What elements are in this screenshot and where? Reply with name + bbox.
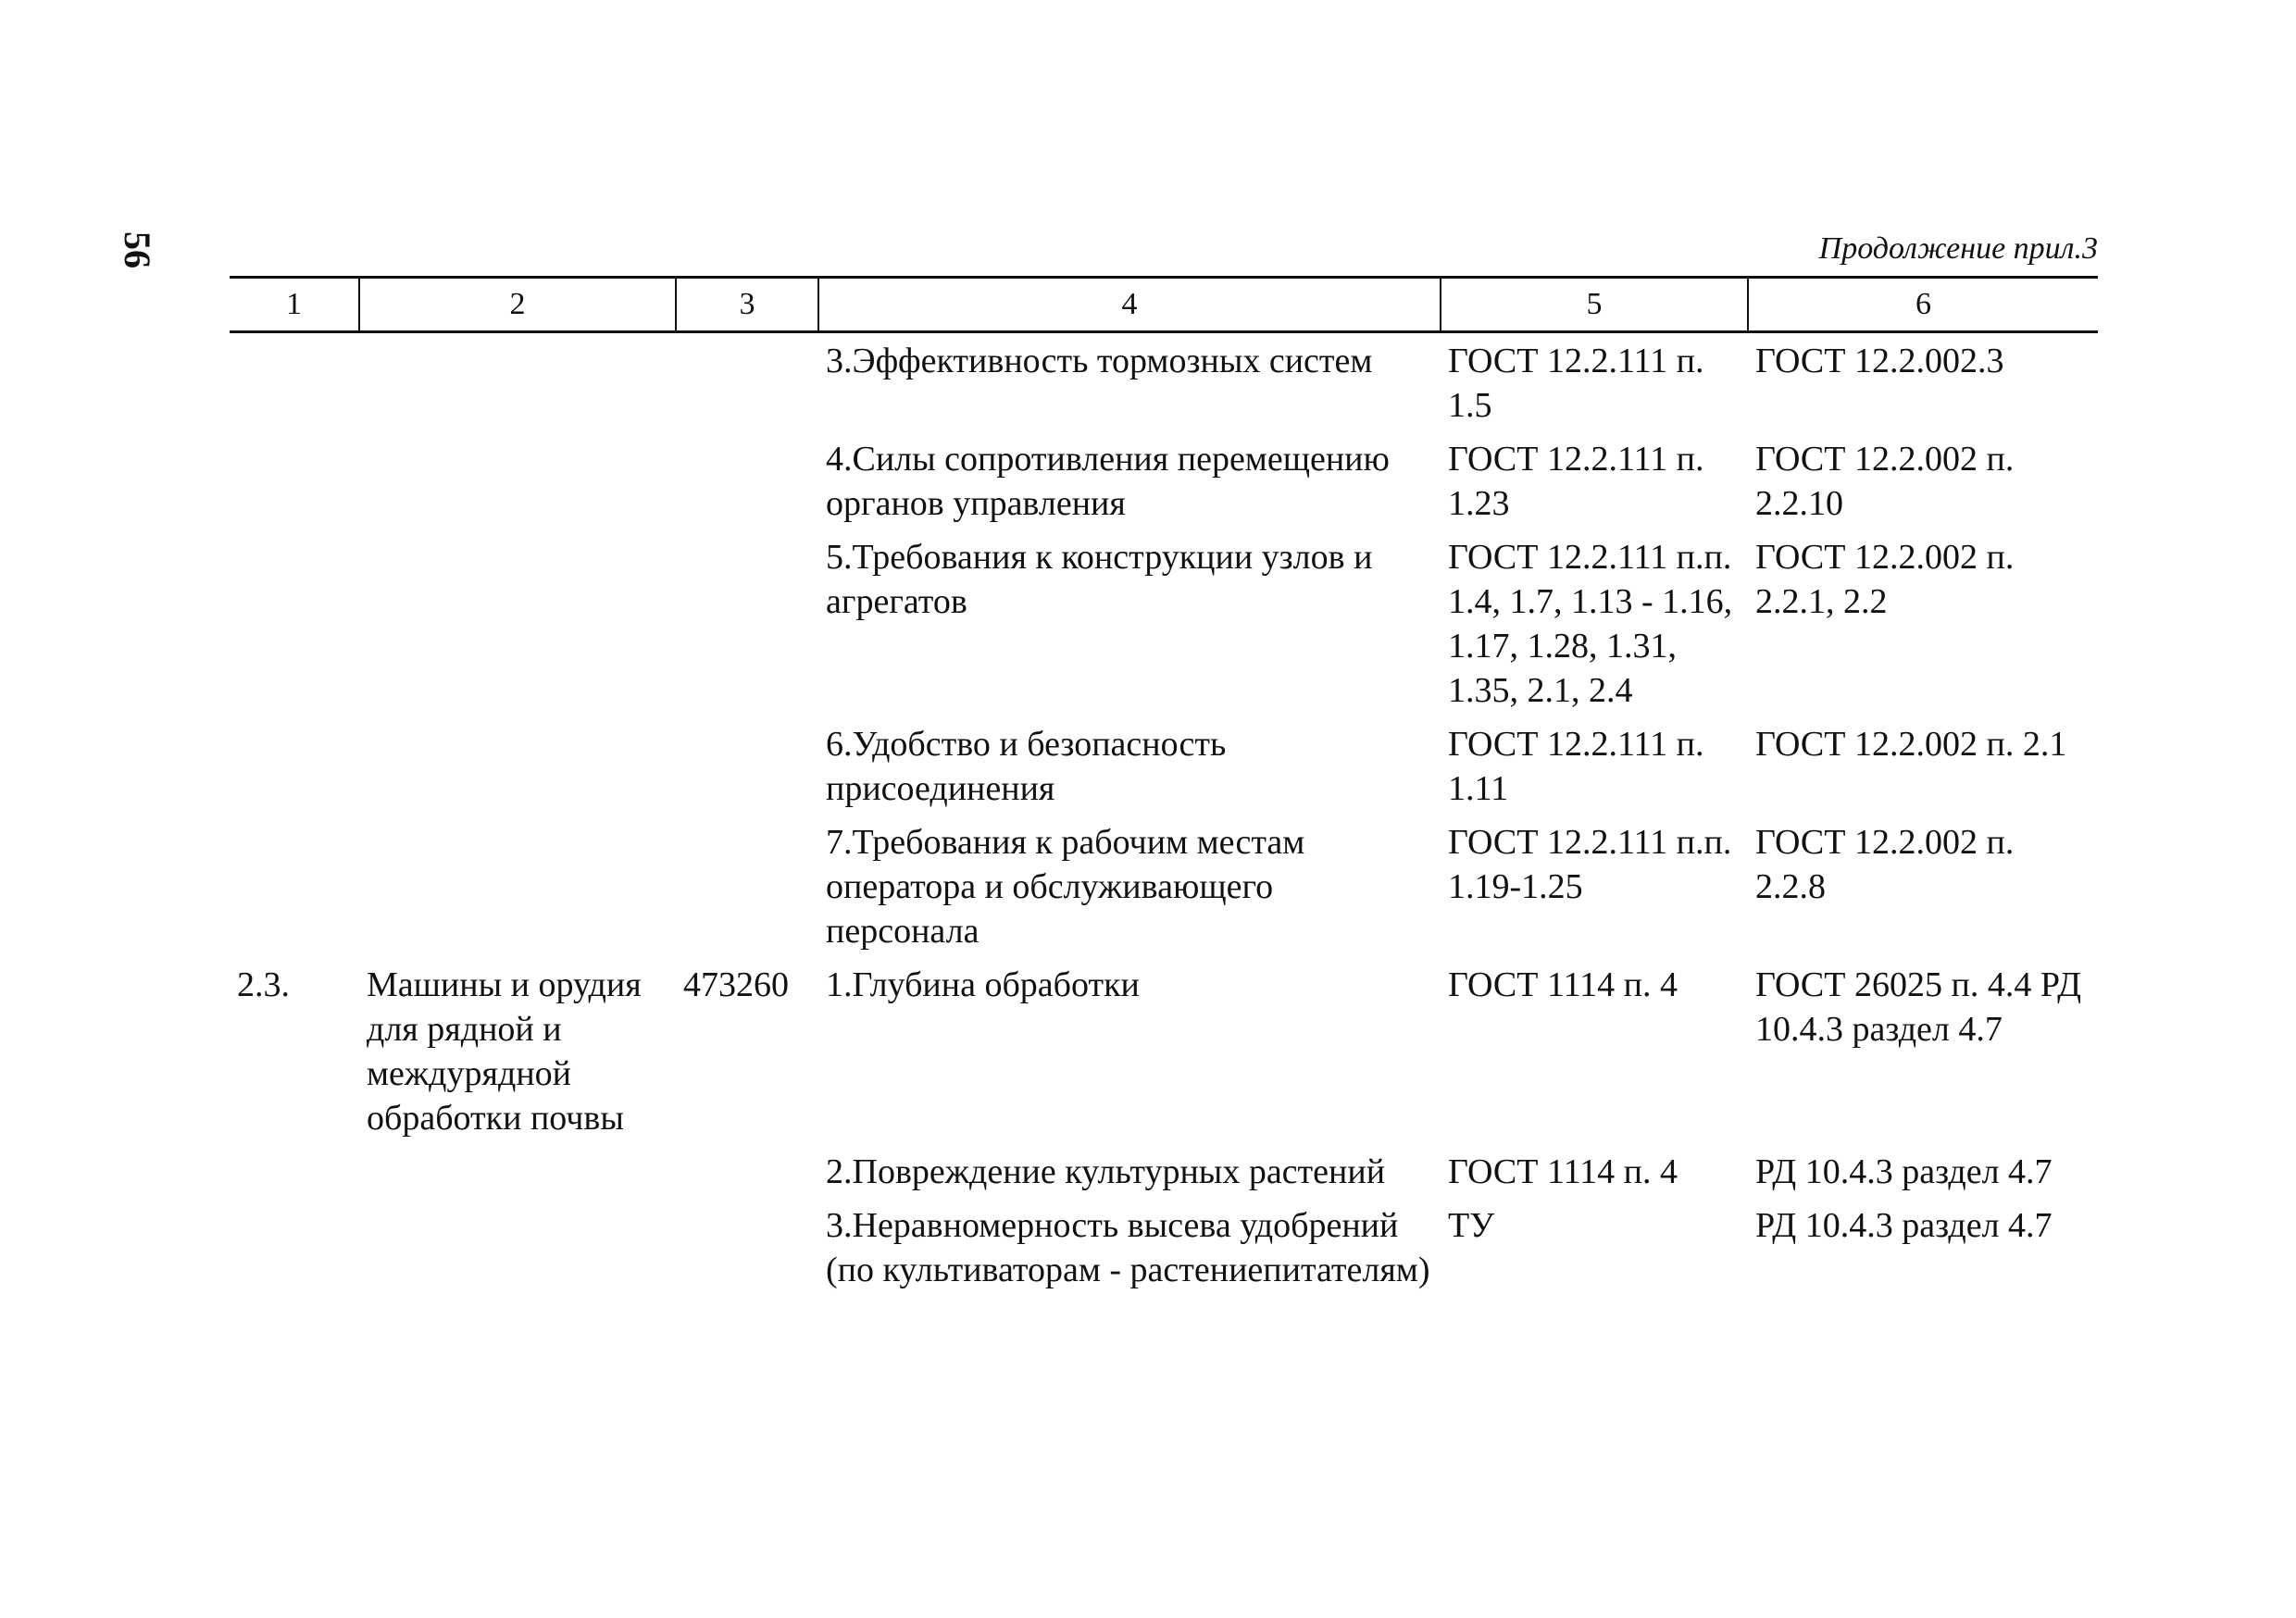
cell-number [230,332,359,432]
column-header-1: 1 [230,278,359,332]
cell-parameter: 3.Эффективность тормозных систем [826,342,1373,380]
cell-test-method: ГОСТ 12.2.002 п. 2.2.8 [1755,823,2015,906]
cell-test-method: ГОСТ 12.2.002 п. 2.2.1, 2.2 [1755,538,2015,621]
cell-code [676,1144,818,1198]
cell-number [230,716,359,815]
cell-number [230,529,359,716]
cell-number [230,815,359,957]
column-header-5: 5 [1441,278,1748,332]
cell-requirement-standard: ГОСТ 12.2.111 п.п. 1.19-1.25 [1448,823,1732,906]
cell-code [676,431,818,529]
cell-parameter: 7.Требования к рабочим местам оператора и обслуживающего персонала [826,823,1305,951]
header-row [230,278,2098,332]
cell-test-method: РД 10.4.3 раздел 4.7 [1755,1152,2053,1191]
table-row [230,1144,2098,1198]
cell-parameter: 5.Требования к конструкции узлов и агрегатов [826,538,1373,621]
cell-parameter: 4.Силы сопротивления перемещению органов управления [826,440,1390,523]
cell-requirement-standard: ГОСТ 12.2.111 п. 1.11 [1448,725,1704,808]
cell-machine [359,1198,676,1296]
cell-requirement-standard: ГОСТ 12.2.111 п. 1.23 [1448,440,1704,523]
standards-table [230,276,2098,1296]
table-row [230,529,2098,716]
cell-machine [359,1144,676,1198]
table-row [230,716,2098,815]
cell-number [230,1144,359,1198]
column-header-4: 4 [818,278,1441,332]
column-header-3: 3 [676,278,818,332]
page-number: 56 [117,231,158,268]
cell-machine [359,529,676,716]
cell-machine [359,815,676,957]
table-row [230,957,2098,1144]
cell-requirement-standard: ГОСТ 1114 п. 4 [1448,1152,1678,1191]
cell-test-method: ГОСТ 12.2.002 п. 2.1 [1755,725,2067,764]
column-header-2: 2 [359,278,676,332]
cell-machine [359,332,676,432]
cell-parameter: 6.Удобство и безопасность присоединения [826,725,1227,808]
cell-requirement-standard: ТУ [1448,1206,1495,1245]
table-row [230,332,2098,432]
cell-code [676,529,818,716]
cell-machine [359,716,676,815]
cell-number [230,1198,359,1296]
table-row [230,1198,2098,1296]
cell-code [676,1198,818,1296]
cell-requirement-standard: ГОСТ 12.2.111 п. 1.5 [1448,342,1704,425]
table-row [230,815,2098,957]
cell-test-method: РД 10.4.3 раздел 4.7 [1755,1206,2053,1245]
column-header-6: 6 [1748,278,2098,332]
cell-code [676,716,818,815]
cell-requirement-standard: ГОСТ 12.2.111 п.п. 1.4, 1.7, 1.13 - 1.16, 1.17, 1.28, 1.31, 1.35, 2.1, 2.4 [1448,538,1733,710]
cell-code [676,332,818,432]
table-row [230,431,2098,529]
cell-number: 2.3. [237,965,290,1004]
cell-test-method: ГОСТ 12.2.002.3 [1755,342,2004,380]
cell-requirement-standard: ГОСТ 1114 п. 4 [1448,965,1678,1004]
cell-machine: Машины и орудия для рядной и междурядной обработки почвы [367,965,642,1138]
cell-code [676,815,818,957]
cell-parameter: 2.Повреждение культурных растений [826,1152,1386,1191]
cell-machine [359,431,676,529]
cell-number [230,431,359,529]
continuation-label: Продолжение прил.3 [1818,231,2098,266]
cell-parameter: 3.Неравномерность высева удобрений (по культиваторам - растениепитателям) [826,1206,1430,1289]
cell-test-method: ГОСТ 12.2.002 п. 2.2.10 [1755,440,2015,523]
cell-parameter: 1.Глубина обработки [826,965,1140,1004]
cell-code: 473260 [683,965,789,1004]
cell-test-method: ГОСТ 26025 п. 4.4 РД 10.4.3 раздел 4.7 [1755,965,2082,1049]
